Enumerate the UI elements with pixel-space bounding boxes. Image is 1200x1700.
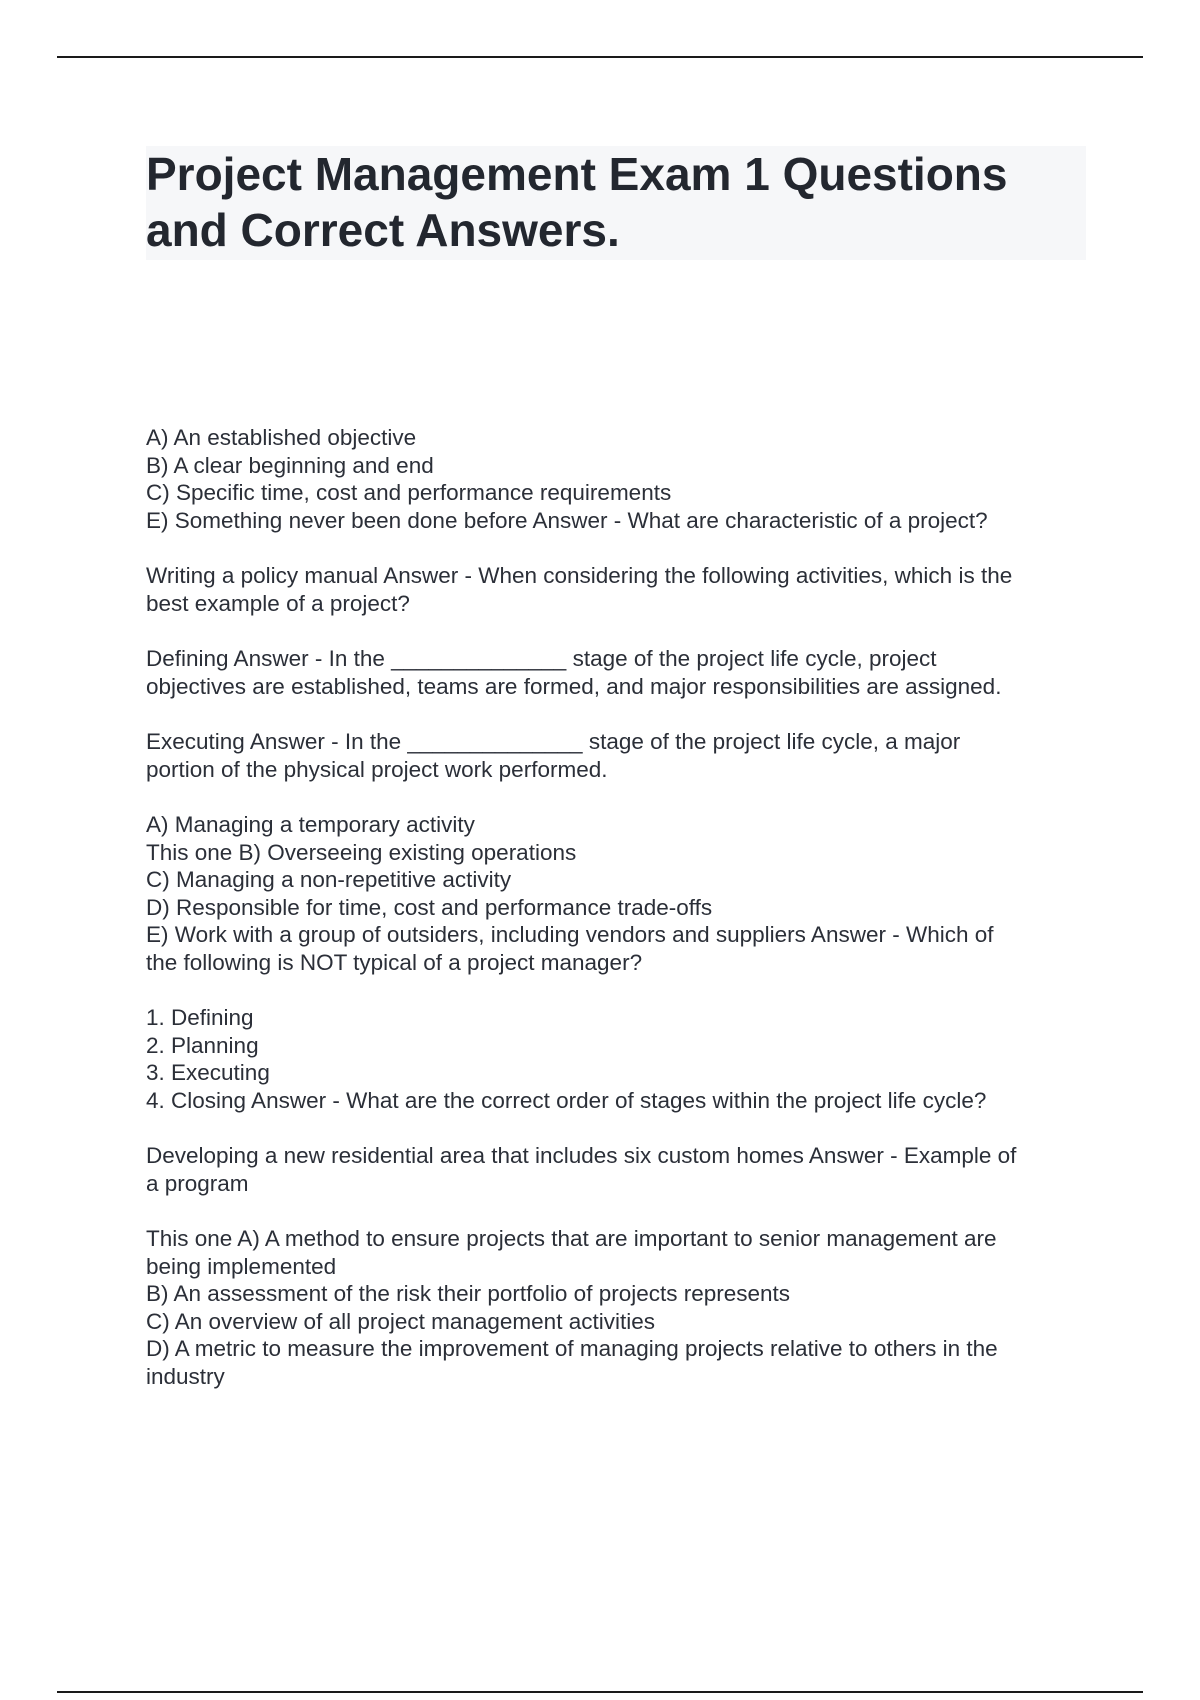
- qa-line: a program: [146, 1170, 249, 1196]
- qa-line: best example of a project?: [146, 590, 410, 616]
- qa-line: E) Work with a group of outsiders, including vendors and suppliers Answer - Which of: [146, 922, 994, 947]
- qa-line: A) An established objective: [146, 425, 417, 450]
- qa-entry-7: [146, 1142, 1086, 1197]
- qa-line: Defining Answer - In the ______________ stage of the project life cycle, project: [146, 646, 937, 671]
- qa-entry-3: [146, 645, 1086, 700]
- qa-line: objectives are established, teams are formed, and major responsibilities are assigned.: [146, 673, 1002, 699]
- qa-entry-2: [146, 562, 1086, 617]
- qa-line: B) An assessment of the risk their portfolio of projects represents: [146, 1281, 791, 1306]
- qa-entry-4: [146, 728, 1086, 783]
- qa-line: E) Something never been done before Answer - What are characteristic of a project?: [146, 507, 988, 533]
- qa-line: industry: [146, 1363, 225, 1389]
- title-line-1: Project Management Exam 1 Questions: [146, 148, 1008, 200]
- qa-line: D) A metric to measure the improvement of managing projects relative to others in the: [146, 1336, 998, 1361]
- title-line-2: and Correct Answers.: [146, 204, 620, 256]
- qa-line: portion of the physical project work performed.: [146, 756, 608, 782]
- qa-entry-1: [146, 424, 1086, 534]
- qa-line: C) Managing a non-repetitive activity: [146, 867, 512, 892]
- qa-line: This one B) Overseeing existing operations: [146, 839, 577, 865]
- qa-entry-5: [146, 811, 1086, 976]
- qa-line: C) Specific time, cost and performance requirements: [146, 480, 672, 505]
- qa-line: B) A clear beginning and end: [146, 452, 434, 478]
- qa-line: C) An overview of all project management activities: [146, 1308, 655, 1334]
- qa-line: A) Managing a temporary activity: [146, 812, 475, 837]
- qa-line: 1. Defining: [146, 1005, 254, 1030]
- document-title: [146, 146, 1086, 260]
- qa-entry-8: [146, 1225, 1086, 1390]
- qa-line: being implemented: [146, 1253, 337, 1279]
- qa-line: D) Responsible for time, cost and performance trade-offs: [146, 894, 713, 920]
- qa-entry-6: [146, 1004, 1086, 1114]
- qa-line: Executing Answer - In the ______________ stage of the project life cycle, a major: [146, 729, 961, 754]
- qa-line: Developing a new residential area that includes six custom homes Answer - Example of: [146, 1143, 1017, 1168]
- top-rule: [57, 56, 1143, 58]
- qa-line: 3. Executing: [146, 1060, 270, 1085]
- qa-list: [146, 424, 1086, 1418]
- qa-line: This one A) A method to ensure projects that are important to senior management are: [146, 1226, 997, 1251]
- qa-line: Writing a policy manual Answer - When considering the following activities, which is the: [146, 563, 1013, 588]
- qa-line: the following is NOT typical of a project manager?: [146, 949, 643, 975]
- qa-line: 4. Closing Answer - What are the correct order of stages within the project life cycle?: [146, 1087, 987, 1113]
- qa-line: 2. Planning: [146, 1032, 259, 1058]
- bottom-rule: [57, 1691, 1143, 1693]
